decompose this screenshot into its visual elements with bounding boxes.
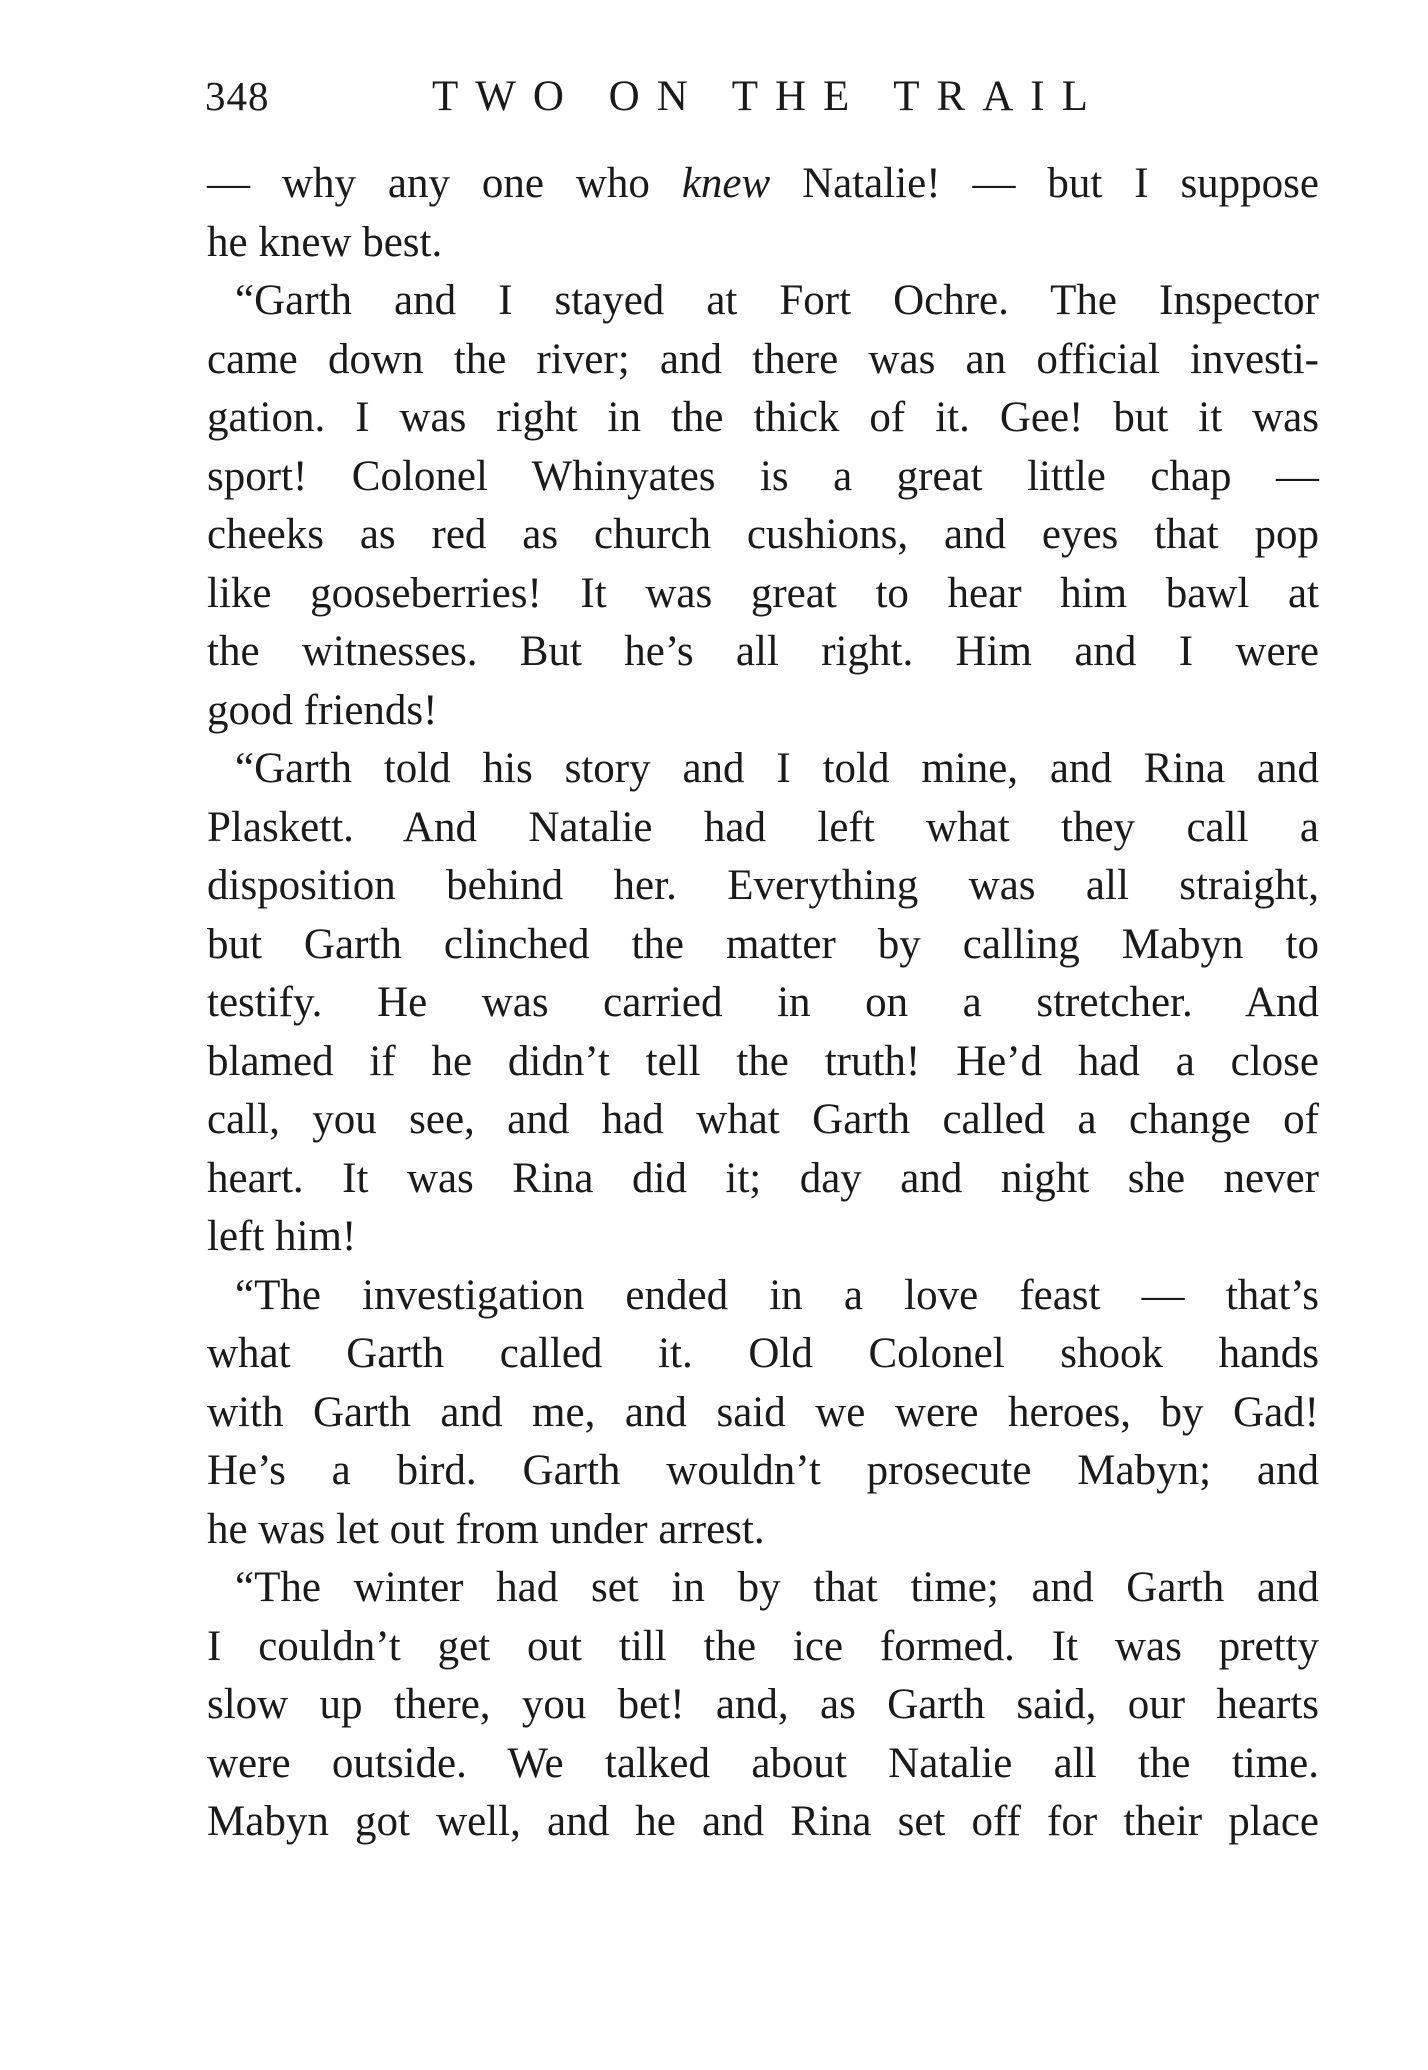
text-line: like gooseberries! It was great to hear him bawl at [207,569,1319,617]
text-line: good friends! [207,686,438,734]
text-line: sport! Colonel Whinyates is a great little chap — [207,452,1319,500]
text-line: testify. He was carried in on a stretcher. And [207,979,1319,1026]
text-line: what Garth called it. Old Colonel shook hands [207,1330,1319,1377]
text-line: Mabyn got well, and he and Rina set off for their place [207,1798,1319,1845]
text-line: Plaskett. And Natalie had left what they call a [207,803,1319,851]
text-line: the witnesses. But he’s all right. Him and I were [207,628,1319,675]
paragraph-start-line: “The investigation ended in a love feast — that’s [235,1271,1319,1319]
paragraph-start-line: “The winter had set in by that time; and Garth and [235,1564,1319,1611]
text-line: — why any one who knew Natalie! — but I suppose [207,160,1319,207]
text-line: call, you see, and had what Garth called a change of [207,1096,1319,1143]
text-line: I couldn’t get out till the ice formed. It was pretty [207,1622,1319,1670]
text-line: came down the river; and there was an official investi- [207,335,1319,383]
text-line: blamed if he didn’t tell the truth! He’d had a close [207,1037,1319,1085]
paragraph-start-line: “Garth told his story and I told mine, and Rina and [235,745,1319,792]
text-line: cheeks as red as church cushions, and eyes that pop [207,511,1319,558]
text-line: gation. I was right in the thick of it. Gee! but it was [207,394,1319,441]
paragraph-start-line: “Garth and I stayed at Fort Ochre. The Inspector [235,277,1319,324]
page-number: 348 [205,73,270,119]
running-title: TWO ON THE TRAIL [432,73,1105,120]
text-line: heart. It was Rina did it; day and night she never [207,1154,1319,1202]
text-line: He’s a bird. Garth wouldn’t prosecute Mabyn; and [207,1447,1319,1494]
text-line: were outside. We talked about Natalie all the time. [207,1739,1319,1787]
emphasis-knew: knew [681,160,771,207]
text-line: but Garth clinched the matter by calling Mabyn to [207,920,1319,968]
text-line: slow up there, you bet! and, as Garth said, our hearts [207,1681,1319,1728]
text-line: he knew best. [207,218,443,266]
running-head [205,72,1325,132]
body-text [207,155,1319,1852]
text-line: left him! [207,1213,357,1260]
text-line: disposition behind her. Everything was all straight, [207,862,1319,909]
text-line: with Garth and me, and said we were heroes, by Gad! [207,1388,1319,1436]
text-line: he was let out from under arrest. [207,1505,765,1553]
